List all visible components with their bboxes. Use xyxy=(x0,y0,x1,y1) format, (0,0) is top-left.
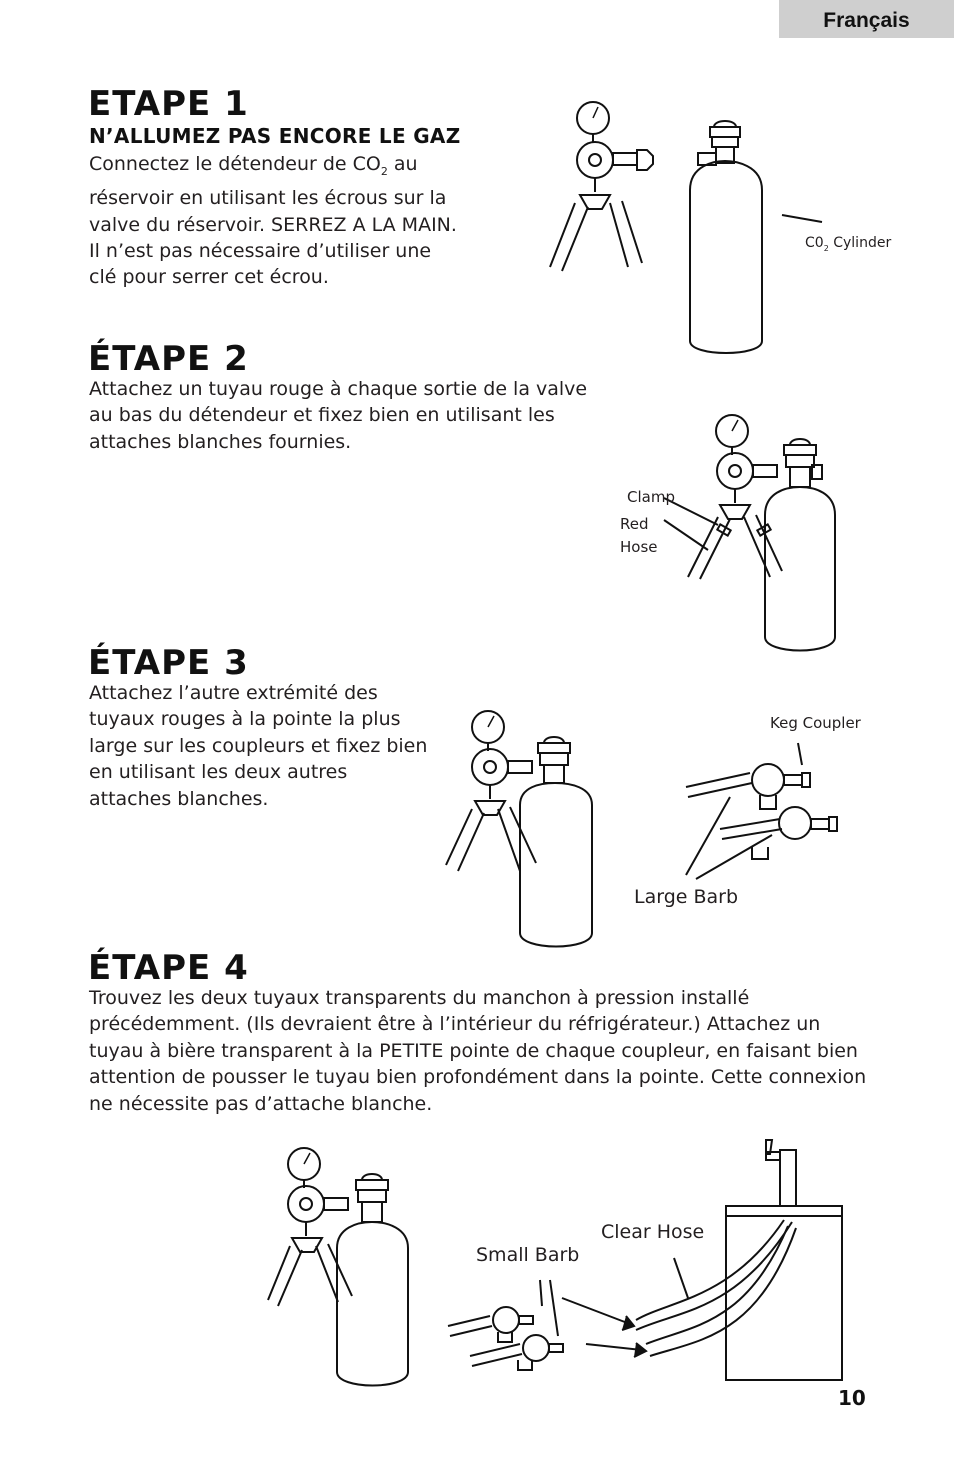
step-3-figure-couplers xyxy=(680,735,855,885)
beer-tower-icon xyxy=(780,1150,796,1206)
hose-upper xyxy=(686,773,752,797)
step-1-figure xyxy=(540,95,840,365)
co2-cylinder-icon xyxy=(520,783,592,947)
keg-coupler-label: Keg Coupler xyxy=(770,714,861,732)
red-hose-label-line1: Red xyxy=(620,515,649,533)
hose-left xyxy=(446,809,484,871)
step-4-text: Trouvez les deux tuyaux transparents du manchon à pression installé précédemment. (Ils devraient être à l’intérieur du réfrigérateur.) Attachez un tuyau à bière transparent à la PETITE pointe de chaque coupleur, en faisant bien attention de pousser le tuyau bien profondément dans la pointe. Cette connexion ne nécessite pas d’attache blanche. xyxy=(89,987,867,1115)
keg-coupler-icon xyxy=(493,1307,519,1333)
step-2-text: Attachez un tuyau rouge à chaque sortie de la valve au bas du détendeur et fixez bien en utilisant les attaches blanches fournies. xyxy=(89,378,588,453)
language-tab: Français xyxy=(779,0,954,38)
step-3-figure-regulator xyxy=(440,705,620,950)
hose-right xyxy=(316,1244,352,1302)
page-number: 10 xyxy=(838,1386,866,1410)
regulator-body-icon xyxy=(717,453,753,489)
large-barb-label: Large Barb xyxy=(634,886,739,908)
hose-upper xyxy=(448,1316,492,1336)
step-4-title: ÉTAPE 4 xyxy=(88,948,249,988)
hose-right xyxy=(610,201,642,267)
step-1-subtitle: N’ALLUMEZ PAS ENCORE LE GAZ xyxy=(89,124,461,148)
hose-right xyxy=(498,807,536,871)
co2-cylinder-icon xyxy=(765,487,835,651)
co2-cylinder-label: $C0_2$ Cylinder xyxy=(805,235,892,253)
keg-coupler-icon xyxy=(779,807,811,839)
co2-cylinder-icon xyxy=(337,1222,408,1386)
step-4-figure-regulator xyxy=(262,1140,422,1390)
clamp-label: Clamp xyxy=(627,488,675,506)
step-2-figure xyxy=(620,405,850,660)
step-1-text: Connectez le détendeur de $CO_2$ au réservoir en utilisant les écrous sur la valve du réservoir. SERREZ A LA MAIN. Il n’est pas nécessaire d’utiliser une clé pour serrer cet écrou. xyxy=(89,153,457,289)
step-3-title: ÉTAPE 3 xyxy=(88,643,249,683)
co2-cylinder-icon xyxy=(690,161,762,353)
step-2-title: ÉTAPE 2 xyxy=(88,339,249,379)
hose-left xyxy=(268,1246,302,1306)
small-barb-label: Small Barb xyxy=(476,1244,580,1266)
red-hose-label-line2: Hose xyxy=(620,538,658,556)
hose-right xyxy=(744,515,782,577)
hose-lower xyxy=(470,1344,522,1366)
step-1-title: ETAPE 1 xyxy=(88,84,249,124)
regulator-body-icon xyxy=(577,142,613,178)
keg-coupler-icon xyxy=(523,1335,549,1361)
clear-hose-label: Clear Hose xyxy=(601,1221,705,1243)
step-3-text: Attachez l’autre extrémité des tuyaux rouges à la pointe la plus large sur les coupleurs et fixez bien en utilisant les deux autres attaches blanches. xyxy=(89,682,428,810)
refrigerator-icon xyxy=(726,1206,842,1380)
hose-lower xyxy=(720,819,782,839)
regulator-body-icon xyxy=(472,749,508,785)
regulator-body-icon xyxy=(288,1186,324,1222)
hose-left xyxy=(550,203,588,271)
keg-coupler-icon xyxy=(752,764,784,796)
